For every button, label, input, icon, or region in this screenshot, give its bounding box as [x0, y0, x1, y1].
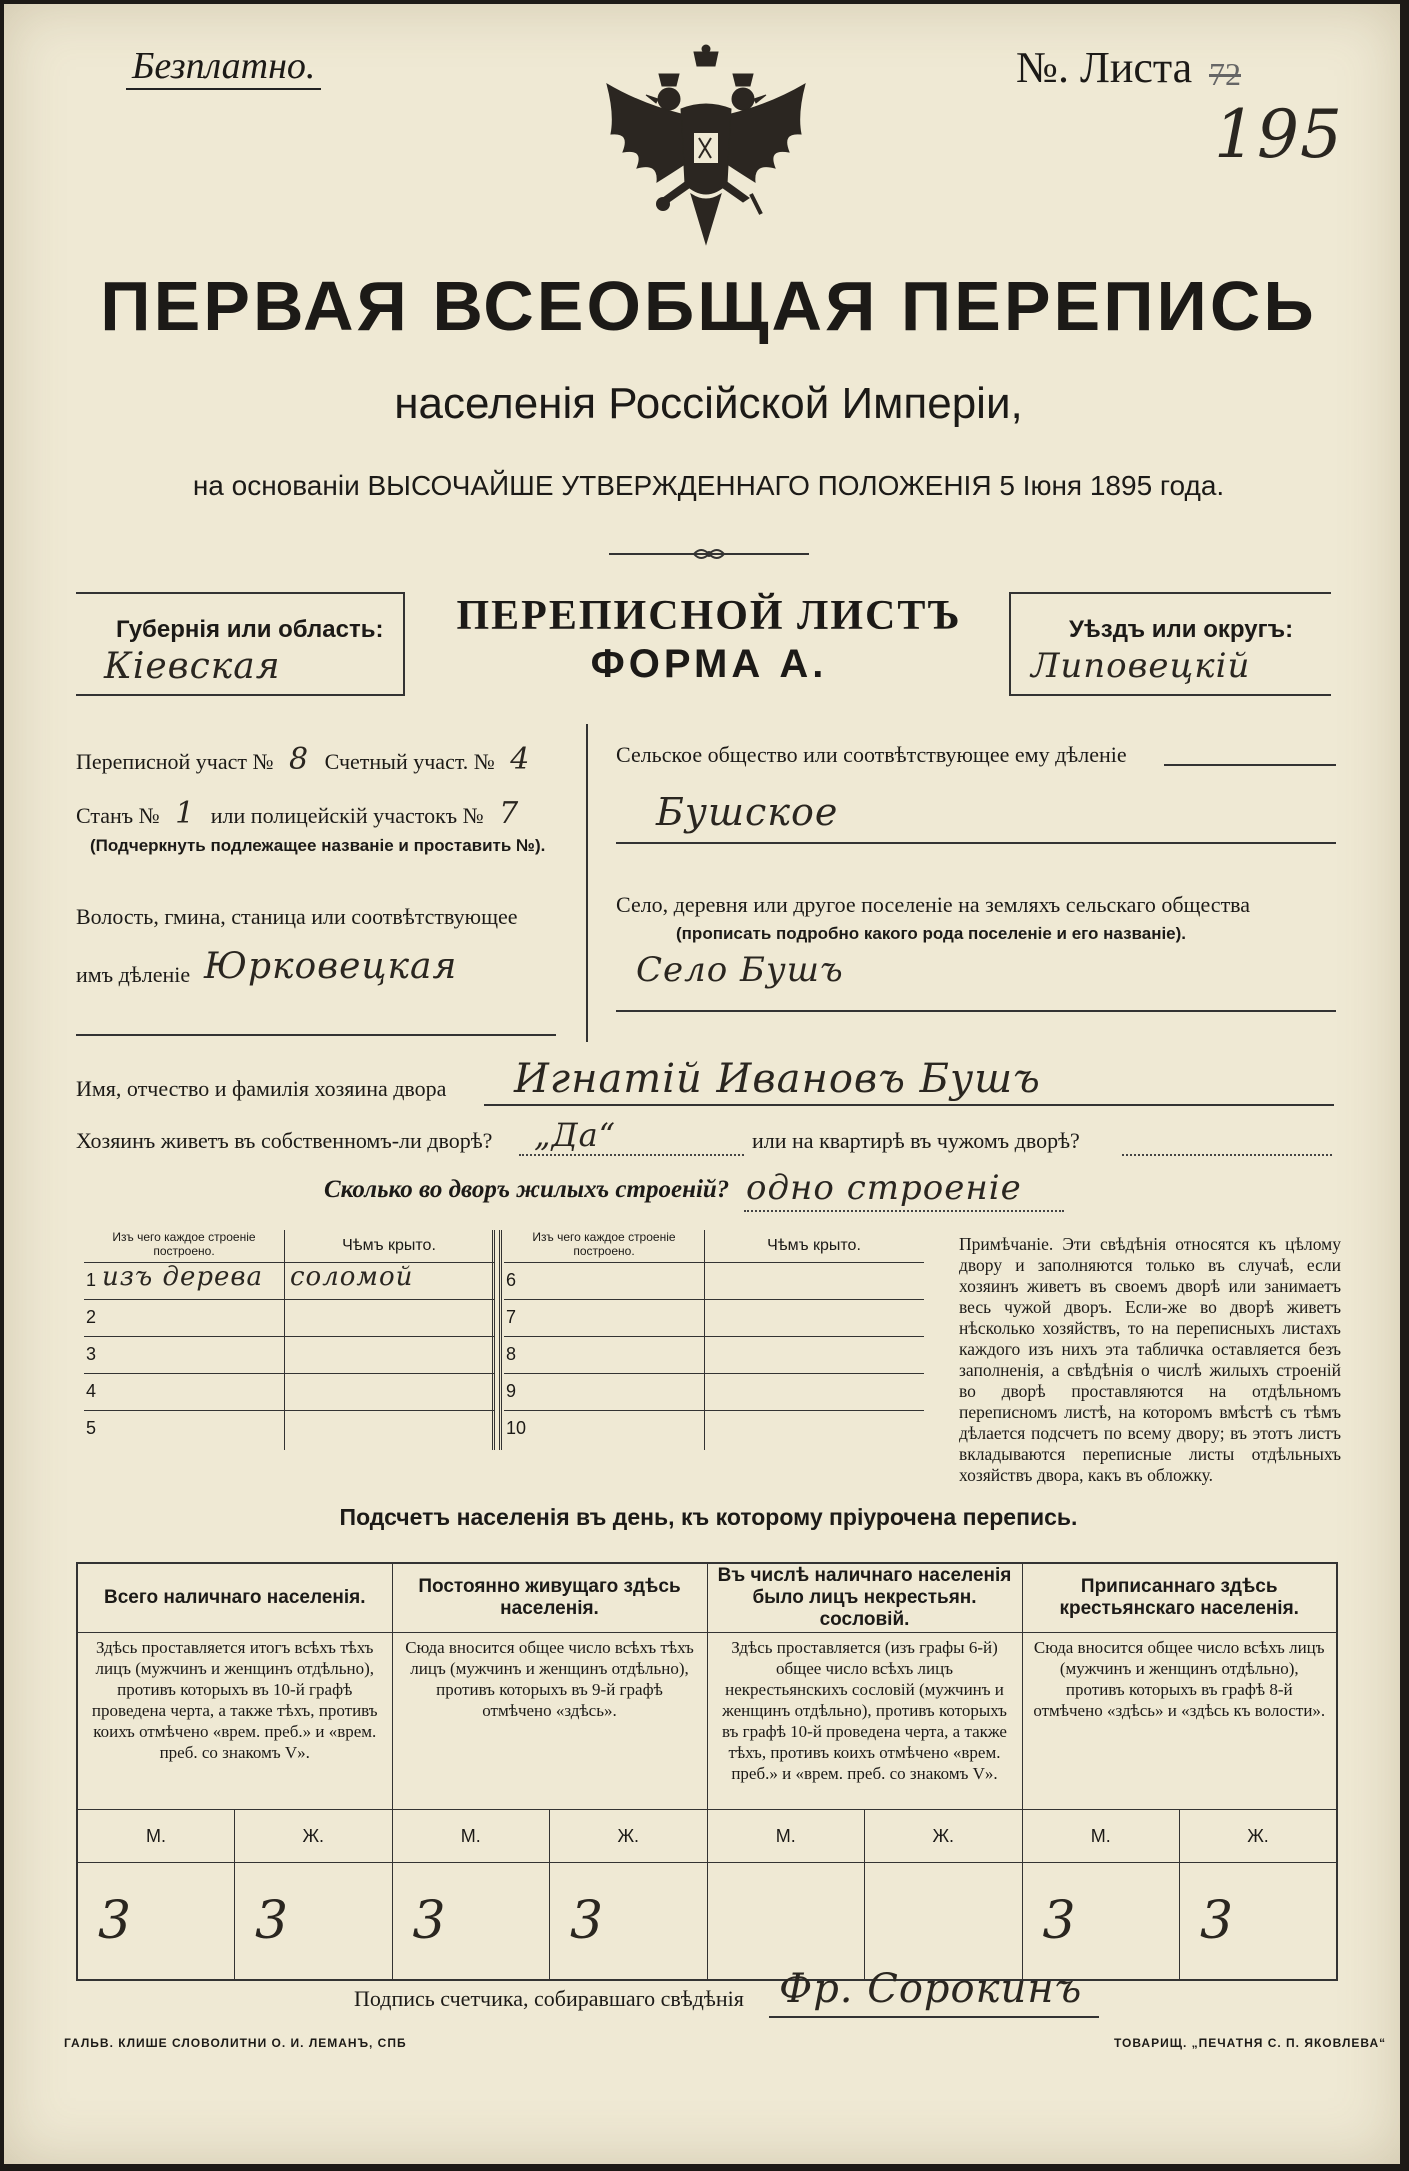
buildings-table	[84, 1230, 944, 1450]
col-desc-non-peasant: Здѣсь проставляется (изъ графы 6-й) общее число всѣхъ лицъ некрестьянскихъ сословій (мужчинъ и женщинъ отдѣльно), противъ которыхъ въ графѣ 10-й проведена черта, а также тѣхъ, противъ коихъ отмѣчено «врем. преб.» и «врем. преб. со знакомъ V».	[707, 1633, 1022, 1810]
stan-note: (Подчеркнуть подлежащее названіе и проставить №).	[90, 836, 546, 855]
buildings-table-left	[84, 1230, 494, 1450]
population-title: Подсчетъ населенія въ день, къ которому пріурочена перепись.	[339, 1504, 1078, 1530]
village-value: Село Бушъ	[636, 950, 844, 990]
rent-label: или на квартирѣ въ чужомъ дворѣ?	[752, 1128, 1080, 1153]
building-row-number: 4	[86, 1381, 97, 1401]
own-yard-line	[519, 1154, 744, 1156]
location-left-block	[76, 724, 588, 1042]
district-label: Уѣздъ или округъ:	[1069, 616, 1294, 643]
sheet-type	[434, 592, 984, 687]
volost-value: Юрковецкая	[204, 946, 458, 987]
society-line	[1164, 764, 1336, 766]
census-area-label: Переписной участ №	[76, 749, 274, 774]
volost-underline	[76, 1034, 556, 1036]
page-subtitle: населенія Россійской Имперіи,	[394, 379, 1023, 428]
col-material-header: Изъ чего каждое строеніе построено.	[84, 1230, 285, 1263]
police-label: или полицейскій участокъ №	[210, 803, 484, 828]
volost-label-2: имъ дѣленіе	[76, 962, 191, 987]
building-row-number: 9	[506, 1381, 517, 1401]
society-label: Сельское общество или соотвѣтствующее ему дѣленіе	[616, 742, 1127, 767]
buildings-table-right	[504, 1230, 924, 1450]
village-label: Село, деревня или другое поселеніе на земляхъ сельскаго общества	[616, 892, 1251, 917]
building-row-number: 8	[506, 1344, 517, 1364]
col-head-permanent: Постоянно живущаго здѣсь населенія.	[392, 1563, 707, 1633]
building-row-number: 6	[506, 1270, 517, 1290]
population-head-row	[77, 1563, 1337, 1633]
footer-right: ТОВАРИЩ. „ПЕЧАТНЯ С. П. ЯКОВЛЕВА“	[1114, 2036, 1387, 2050]
signature-value: Фр. Сорокинъ	[779, 1966, 1083, 2012]
building-row	[504, 1410, 924, 1447]
building-row-number: 7	[506, 1307, 517, 1327]
m-label: М.	[392, 1810, 550, 1863]
rent-line	[1122, 1154, 1332, 1156]
sheet-number-struck: 72	[1209, 56, 1241, 92]
building-roof: соломой	[290, 1262, 414, 1292]
owner-name-value: Игнатій Ивановъ Бушъ	[514, 1056, 1041, 1102]
building-row-number: 2	[86, 1307, 97, 1327]
building-row	[504, 1262, 924, 1300]
count-area-value: 4	[510, 742, 531, 777]
total-male-value: 3	[77, 1863, 235, 1981]
col-head-total: Всего наличнаго населенія.	[77, 1563, 392, 1633]
imperial-eagle-icon	[601, 44, 811, 249]
free-label: Безплатно.	[126, 44, 321, 90]
peasant-female-value: 3	[1180, 1863, 1338, 1981]
buildings-line	[744, 1210, 1064, 1212]
building-row	[84, 1336, 494, 1374]
m-label: М.	[707, 1810, 865, 1863]
col-desc-permanent: Сюда вносится общее число всѣхъ тѣхъ лицъ (мужчинъ и женщинъ отдѣльно), противъ которыхъ въ 9-й графѣ отмѣчено «здѣсь».	[392, 1633, 707, 1810]
village-underline	[616, 1010, 1336, 1012]
legal-basis: на основаніи ВЫСОЧАЙШЕ УТВЕРЖДЕННАГО ПОЛОЖЕНІЯ 5 Іюня 1895 года.	[192, 470, 1225, 501]
col-desc-peasant: Сюда вносится общее число всѣхъ лицъ (мужчинъ и женщинъ отдѣльно), противъ которыхъ въ графѣ 8-й отмѣчено «здѣсь» и «здѣсь къ волости».	[1022, 1633, 1337, 1810]
society-underline	[616, 842, 1336, 844]
count-area-label: Счетный участ. №	[324, 749, 495, 774]
building-row	[84, 1262, 494, 1300]
permanent-male-value: 3	[392, 1863, 550, 1981]
police-value: 7	[499, 796, 520, 831]
population-table	[76, 1562, 1338, 1981]
village-note: (прописать подробно какого рода поселеніе и его названіе).	[676, 924, 1187, 943]
permanent-female-value: 3	[550, 1863, 708, 1981]
building-row	[84, 1373, 494, 1411]
population-values-row	[77, 1863, 1337, 1981]
total-female-value: 3	[235, 1863, 393, 1981]
sheet-number-handwritten: 195	[1214, 96, 1343, 173]
building-row	[504, 1336, 924, 1374]
col-material-header-2: Изъ чего каждое строеніе построено.	[504, 1230, 705, 1263]
f-label: Ж.	[1180, 1810, 1338, 1863]
building-row-number: 1	[86, 1270, 97, 1290]
building-row	[84, 1410, 494, 1447]
non-peasant-female-value	[865, 1863, 1023, 1981]
census-area-value: 8	[288, 742, 310, 777]
signature-label: Подпись счетчика, собиравшаго свѣдѣнія	[354, 1986, 744, 2011]
page-title: ПЕРВАЯ ВСЕОБЩАЯ ПЕРЕПИСЬ	[100, 267, 1317, 345]
f-label: Ж.	[865, 1810, 1023, 1863]
buildings-note: Примѣчаніе. Эти свѣдѣнія относятся къ цѣлому двору и заполняются только въ случаѣ, если хозяинъ живетъ въ своемъ дворѣ или занимаетъ весь чужой дворъ. Если-же во дворѣ живетъ нѣсколько хозяйствъ, то на переписныхъ листахъ каждого изъ нихъ эта табличка оставляется безъ заполненія, а свѣдѣнія о числѣ жилыхъ строеній во дворѣ проставляются на отдѣльномъ переписномъ листѣ, на которомъ вмѣстѣ съ тѣмъ дѣлается подсчетъ по всему двору; въ этотъ листъ вкладываются переписные листы отдѣльныхъ хозяйствъ двора, какъ въ обложку.	[959, 1234, 1341, 1485]
population-desc-row	[77, 1633, 1337, 1810]
col-roof-header-2: Чѣмъ крыто.	[704, 1230, 924, 1263]
population-mf-row	[77, 1810, 1337, 1863]
col-head-non-peasant: Въ числѣ наличнаго населенія было лицъ некрестьян. сословій.	[707, 1563, 1022, 1633]
stan-value: 1	[175, 796, 196, 831]
province-label: Губернія или область:	[116, 616, 384, 643]
district-box	[1009, 592, 1331, 696]
volost-label-1: Волость, гмина, станица или соотвѣтствующее	[76, 904, 518, 929]
census-sheet	[4, 4, 1400, 2164]
building-row	[504, 1299, 924, 1337]
m-label: М.	[1022, 1810, 1180, 1863]
ornament-divider	[609, 544, 809, 564]
building-row-number: 3	[86, 1344, 97, 1364]
signature-underline	[769, 2016, 1099, 2018]
buildings-value: одно строеніе	[746, 1168, 1022, 1208]
building-row	[504, 1373, 924, 1411]
building-row	[84, 1299, 494, 1337]
f-label: Ж.	[550, 1810, 708, 1863]
province-value: Кіевская	[104, 646, 281, 687]
location-right-block	[616, 724, 1336, 1042]
col-head-peasant: Приписаннаго здѣсь крестьянскаго населенія.	[1022, 1563, 1337, 1633]
non-peasant-male-value	[707, 1863, 865, 1981]
building-material: изъ дерева	[102, 1262, 264, 1292]
form-label: ФОРМА А.	[590, 642, 828, 686]
table-double-divider	[492, 1230, 502, 1450]
district-value: Липовецкій	[1031, 646, 1251, 686]
province-box	[76, 592, 405, 696]
own-yard-label: Хозяинъ живетъ въ собственномъ-ли дворѣ?	[76, 1128, 493, 1153]
society-value: Бушское	[656, 790, 839, 834]
building-row-number: 5	[86, 1418, 97, 1438]
owner-name-underline	[484, 1104, 1334, 1106]
stan-label: Станъ №	[76, 803, 160, 828]
building-row-number: 10	[506, 1418, 527, 1438]
owner-name-label: Имя, отчество и фамилія хозяина двора	[76, 1076, 447, 1101]
f-label: Ж.	[235, 1810, 393, 1863]
peasant-male-value: 3	[1022, 1863, 1180, 1981]
own-yard-value: „Да“	[534, 1116, 617, 1154]
sheet-type-title: ПЕРЕПИСНОЙ ЛИСТЪ	[456, 593, 962, 639]
buildings-label: Сколько во дворъ жилыхъ строеній?	[324, 1176, 730, 1203]
footer-left: ГАЛЬВ. КЛИШЕ СЛОВОЛИТНИ О. И. ЛЕМАНЪ, СПБ	[64, 2036, 407, 2050]
sheet-number-label: №. Листа	[1016, 43, 1193, 92]
col-desc-total: Здѣсь проставляется итогъ всѣхъ тѣхъ лицъ (мужчинъ и женщинъ отдѣльно), противъ которыхъ въ 10-й графѣ проведена черта, а также тѣхъ, противъ коихъ отмѣчено «врем. преб.» и «врем. преб. со знакомъ V».	[77, 1633, 392, 1810]
col-roof-header: Чѣмъ крыто.	[284, 1230, 494, 1263]
m-label: М.	[77, 1810, 235, 1863]
